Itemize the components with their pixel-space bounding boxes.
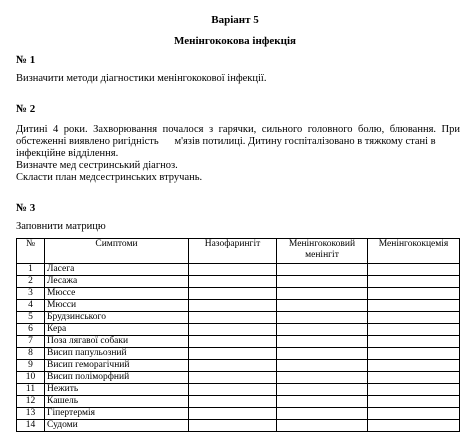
header-meningococcemia: Менінгококцемія [368, 239, 460, 264]
task3-label: № 3 [16, 202, 36, 214]
table-row [17, 348, 460, 360]
table-row [17, 264, 460, 276]
table-row [17, 360, 460, 372]
row-symptom: Судоми [45, 420, 189, 432]
cell-nasopharyngitis[interactable] [189, 324, 277, 336]
row-number: 7 [17, 336, 45, 348]
cell-meningitis[interactable] [277, 360, 368, 372]
cell-meningococcemia[interactable] [368, 408, 460, 420]
table-row [17, 276, 460, 288]
row-symptom: Мюссе [45, 288, 189, 300]
task2-question1: Визначте мед сестринський діагноз. [16, 160, 178, 171]
cell-meningitis[interactable] [277, 300, 368, 312]
cell-meningitis[interactable] [277, 408, 368, 420]
row-symptom: Мюсси [45, 300, 189, 312]
cell-meningococcemia[interactable] [368, 396, 460, 408]
task3-instruction: Заповнити матрицю [16, 221, 106, 232]
cell-meningococcemia[interactable] [368, 300, 460, 312]
cell-nasopharyngitis[interactable] [189, 312, 277, 324]
row-symptom: Лесажа [45, 276, 189, 288]
cell-meningococcemia[interactable] [368, 348, 460, 360]
table-header-row [17, 239, 460, 264]
header-number: № [17, 239, 45, 264]
cell-nasopharyngitis[interactable] [189, 276, 277, 288]
table-row [17, 384, 460, 396]
cell-nasopharyngitis[interactable] [189, 288, 277, 300]
row-symptom: Нежить [45, 384, 189, 396]
table-row [17, 420, 460, 432]
row-symptom: Висип геморагічний [45, 360, 189, 372]
cell-meningococcemia[interactable] [368, 372, 460, 384]
row-symptom: Висип поліморфний [45, 372, 189, 384]
row-number: 4 [17, 300, 45, 312]
cell-meningococcemia[interactable] [368, 360, 460, 372]
row-number: 3 [17, 288, 45, 300]
table-row [17, 372, 460, 384]
row-number: 2 [17, 276, 45, 288]
cell-meningitis[interactable] [277, 336, 368, 348]
cell-nasopharyngitis[interactable] [189, 264, 277, 276]
row-symptom: Брудзинського [45, 312, 189, 324]
row-number: 10 [17, 372, 45, 384]
cell-meningitis[interactable] [277, 276, 368, 288]
cell-meningococcemia[interactable] [368, 264, 460, 276]
row-number: 5 [17, 312, 45, 324]
row-number: 9 [17, 360, 45, 372]
row-number: 1 [17, 264, 45, 276]
task1-label: № 1 [16, 54, 36, 66]
row-number: 6 [17, 324, 45, 336]
task1-text: Визначити методи діагностики менінгококової інфекції. [16, 73, 267, 84]
task2-label: № 2 [16, 103, 36, 115]
cell-meningitis[interactable] [277, 288, 368, 300]
cell-meningitis[interactable] [277, 324, 368, 336]
cell-meningococcemia[interactable] [368, 324, 460, 336]
cell-nasopharyngitis[interactable] [189, 300, 277, 312]
row-number: 12 [17, 396, 45, 408]
task2-case-line1: Дитині 4 роки. Захворювання почалося з гарячки, сильного головного болю, блювання. При [16, 124, 460, 135]
task2-case-line2: обстеженні виявлено ригідність м'язів потилиці. Дитину госпіталізовано в тяжкому стані в [16, 136, 436, 147]
row-number: 13 [17, 408, 45, 420]
cell-nasopharyngitis[interactable] [189, 348, 277, 360]
cell-nasopharyngitis[interactable] [189, 384, 277, 396]
cell-nasopharyngitis[interactable] [189, 408, 277, 420]
table-row [17, 324, 460, 336]
cell-nasopharyngitis[interactable] [189, 336, 277, 348]
symptom-matrix-table [16, 238, 460, 432]
cell-meningitis[interactable] [277, 264, 368, 276]
table-row [17, 336, 460, 348]
cell-meningococcemia[interactable] [368, 288, 460, 300]
row-symptom: Гіпертермія [45, 408, 189, 420]
cell-nasopharyngitis[interactable] [189, 420, 277, 432]
header-nasopharyngitis: Назофарингіт [189, 239, 277, 264]
variant-title: Варіант 5 [211, 14, 259, 26]
row-symptom: Кашель [45, 396, 189, 408]
cell-meningococcemia[interactable] [368, 276, 460, 288]
row-symptom: Поза лягавої собаки [45, 336, 189, 348]
topic-title: Менінгококова інфекція [174, 35, 296, 47]
task2-question2: Скласти план медсестринських втручань. [16, 172, 203, 183]
row-number: 14 [17, 420, 45, 432]
task2-case-line3: інфекційне відділення. [16, 148, 119, 159]
cell-nasopharyngitis[interactable] [189, 372, 277, 384]
cell-meningococcemia[interactable] [368, 336, 460, 348]
cell-meningitis[interactable] [277, 396, 368, 408]
cell-meningitis[interactable] [277, 372, 368, 384]
cell-meningococcemia[interactable] [368, 312, 460, 324]
cell-meningitis[interactable] [277, 348, 368, 360]
cell-meningitis[interactable] [277, 312, 368, 324]
cell-meningococcemia[interactable] [368, 384, 460, 396]
row-symptom: Ласега [45, 264, 189, 276]
cell-nasopharyngitis[interactable] [189, 396, 277, 408]
header-symptoms: Симптоми [45, 239, 189, 264]
cell-meningococcemia[interactable] [368, 420, 460, 432]
table-row [17, 312, 460, 324]
cell-nasopharyngitis[interactable] [189, 360, 277, 372]
table-row [17, 408, 460, 420]
table-row [17, 288, 460, 300]
row-symptom: Кера [45, 324, 189, 336]
row-number: 11 [17, 384, 45, 396]
row-symptom: Висип папульозний [45, 348, 189, 360]
cell-meningitis[interactable] [277, 384, 368, 396]
header-meningitis: Менінгококовий менінгіт [277, 239, 368, 264]
cell-meningitis[interactable] [277, 420, 368, 432]
table-row [17, 396, 460, 408]
table-row [17, 300, 460, 312]
row-number: 8 [17, 348, 45, 360]
